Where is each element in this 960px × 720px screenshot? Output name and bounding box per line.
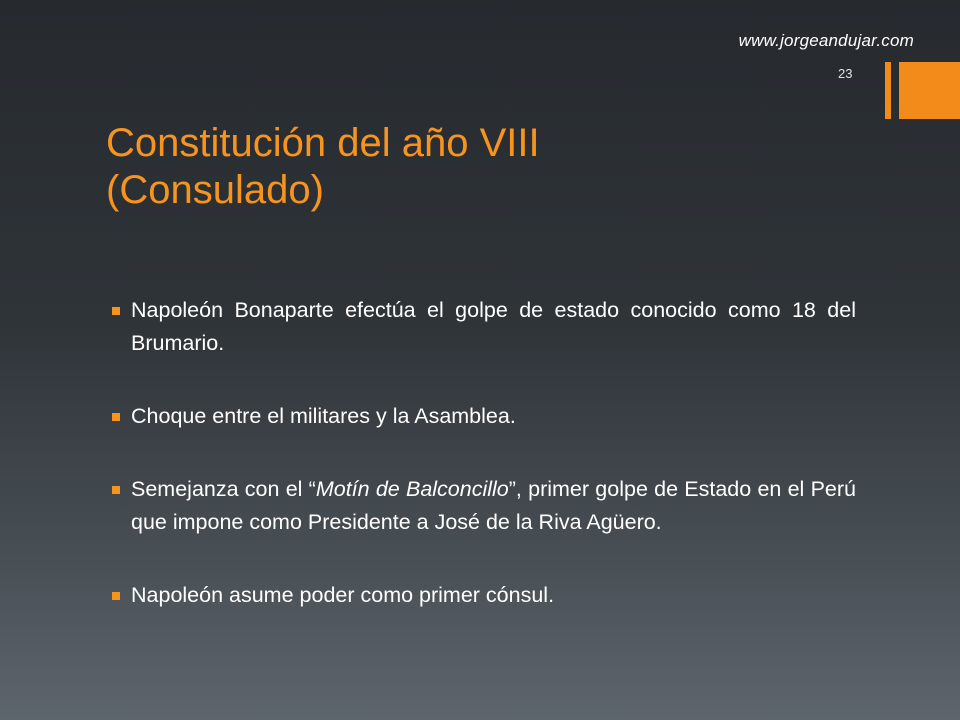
bullet-item-1 <box>110 294 856 360</box>
square-bullet-icon <box>112 592 120 600</box>
bullet-list <box>110 294 856 612</box>
bullet-text-1: Napoleón Bonaparte efectúa el golpe de estado conocido como 18 del Brumario. <box>131 298 856 355</box>
bullet-text-3-prefix: Semejanza con el “ <box>131 477 316 501</box>
slide-title <box>106 120 826 214</box>
square-bullet-icon <box>112 307 120 315</box>
slide-number: 23 <box>838 66 853 81</box>
square-bullet-icon <box>112 413 120 421</box>
slide-title-line-2: (Consulado) <box>106 168 324 212</box>
bullet-item-3 <box>110 473 856 539</box>
bullet-text-4: Napoleón asume poder como primer cónsul. <box>131 583 555 607</box>
accent-bar-thin <box>885 62 891 119</box>
bullet-text-3-suffix: ”, primer golpe de Estado en el Perú que impone como Presidente a José de la Riva Agüero. <box>131 477 856 534</box>
bullet-text-3-italic: Motín de Balconcillo <box>315 477 509 501</box>
website-url: www.jorgeandujar.com <box>738 31 914 50</box>
bullet-item-4 <box>110 579 856 612</box>
bullet-item-2 <box>110 400 856 433</box>
square-bullet-icon <box>112 486 120 494</box>
bullet-text-2: Choque entre el militares y la Asamblea. <box>131 404 516 428</box>
slide-title-line-1: Constitución del año VIII <box>106 121 540 165</box>
accent-bar-thick <box>899 62 960 119</box>
